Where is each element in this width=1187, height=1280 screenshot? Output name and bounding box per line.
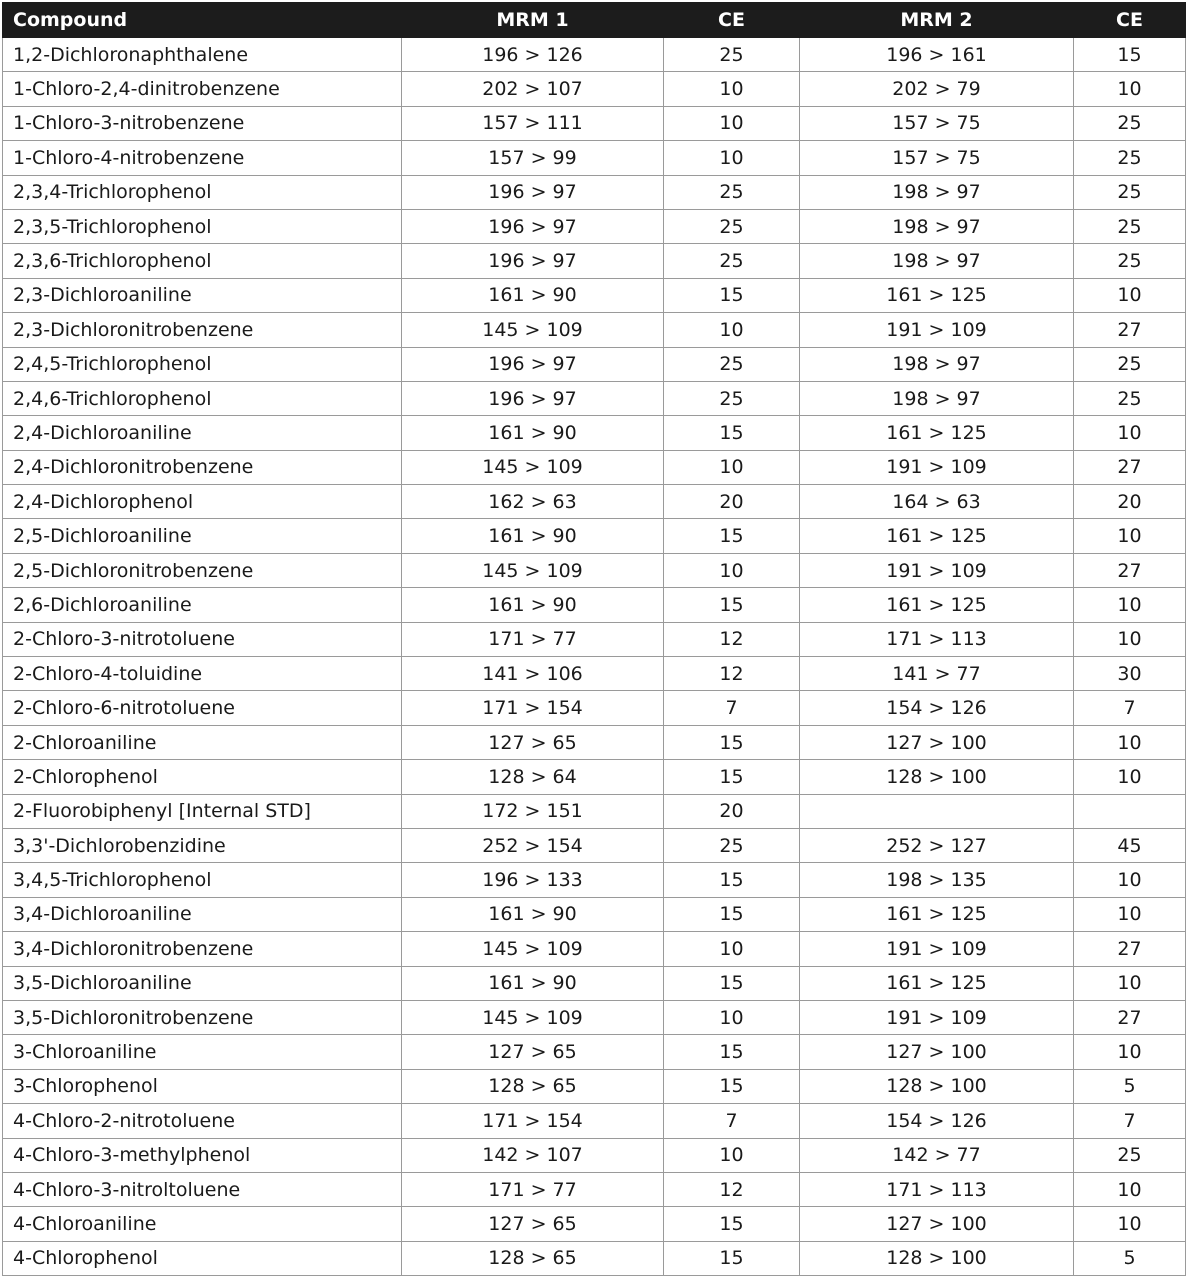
ce2-cell: 10 [1074,416,1186,450]
mrm1-cell: 127 > 65 [402,1035,664,1069]
mrm1-cell: 171 > 77 [402,622,664,656]
mrm1-cell: 145 > 109 [402,553,664,587]
table-row [3,828,1186,862]
header-ce1: CE [664,3,800,38]
ce1-cell: 12 [664,657,800,691]
ce1-cell: 25 [664,828,800,862]
compound-cell: 3-Chloroaniline [3,1035,402,1069]
compound-cell: 2,3,4-Trichlorophenol [3,175,402,209]
mrm1-cell: 127 > 65 [402,725,664,759]
table-row [3,897,1186,931]
mrm1-cell: 161 > 90 [402,278,664,312]
mrm2-cell: 127 > 100 [800,1207,1074,1241]
compound-cell: 2,4-Dichloronitrobenzene [3,450,402,484]
mrm2-cell: 161 > 125 [800,416,1074,450]
compound-cell: 4-Chloro-3-nitroltoluene [3,1172,402,1206]
table-row [3,519,1186,553]
ce1-cell: 12 [664,1172,800,1206]
mrm1-cell: 202 > 107 [402,72,664,106]
ce1-cell: 25 [664,244,800,278]
ce1-cell: 10 [664,932,800,966]
mrm-table-container [2,2,1185,1276]
ce1-cell: 25 [664,38,800,72]
mrm1-cell: 196 > 97 [402,347,664,381]
compound-cell: 2,3-Dichloroaniline [3,278,402,312]
mrm2-cell: 154 > 126 [800,691,1074,725]
ce1-cell: 15 [664,760,800,794]
table-row [3,485,1186,519]
mrm1-cell: 196 > 133 [402,863,664,897]
compound-cell: 3,4-Dichloronitrobenzene [3,932,402,966]
compound-cell: 4-Chloro-2-nitrotoluene [3,1104,402,1138]
mrm2-cell: 198 > 97 [800,244,1074,278]
header-row [3,3,1186,38]
mrm1-cell: 145 > 109 [402,1000,664,1034]
mrm1-cell: 157 > 99 [402,141,664,175]
table-header [3,3,1186,38]
ce1-cell: 15 [664,1069,800,1103]
table-row [3,1172,1186,1206]
ce1-cell: 10 [664,553,800,587]
mrm2-cell: 171 > 113 [800,1172,1074,1206]
compound-cell: 2-Chloroaniline [3,725,402,759]
ce1-cell: 15 [664,1035,800,1069]
mrm2-cell: 198 > 97 [800,381,1074,415]
compound-cell: 3,5-Dichloronitrobenzene [3,1000,402,1034]
table-row [3,209,1186,243]
mrm2-cell [800,794,1074,828]
mrm2-cell: 198 > 135 [800,863,1074,897]
mrm2-cell: 154 > 126 [800,1104,1074,1138]
ce2-cell [1074,794,1186,828]
mrm1-cell: 161 > 90 [402,966,664,1000]
ce2-cell: 15 [1074,38,1186,72]
mrm2-cell: 128 > 100 [800,1241,1074,1275]
ce2-cell: 27 [1074,450,1186,484]
mrm2-cell: 252 > 127 [800,828,1074,862]
ce2-cell: 10 [1074,897,1186,931]
compound-cell: 4-Chloroaniline [3,1207,402,1241]
ce2-cell: 5 [1074,1069,1186,1103]
table-row [3,313,1186,347]
mrm2-cell: 164 > 63 [800,485,1074,519]
compound-cell: 2,4-Dichloroaniline [3,416,402,450]
table-row [3,1104,1186,1138]
table-row [3,657,1186,691]
ce2-cell: 27 [1074,313,1186,347]
ce2-cell: 30 [1074,657,1186,691]
ce1-cell: 25 [664,381,800,415]
header-compound: Compound [3,3,402,38]
ce2-cell: 10 [1074,863,1186,897]
table-row [3,760,1186,794]
ce2-cell: 25 [1074,244,1186,278]
mrm1-cell: 171 > 154 [402,1104,664,1138]
ce2-cell: 10 [1074,760,1186,794]
compound-cell: 2,4-Dichlorophenol [3,485,402,519]
table-row [3,244,1186,278]
ce2-cell: 10 [1074,278,1186,312]
header-ce2: CE [1074,3,1186,38]
mrm2-cell: 191 > 109 [800,553,1074,587]
mrm1-cell: 145 > 109 [402,313,664,347]
ce1-cell: 15 [664,278,800,312]
ce1-cell: 10 [664,1000,800,1034]
table-row [3,347,1186,381]
table-row [3,106,1186,140]
table-row [3,1241,1186,1275]
mrm2-cell: 128 > 100 [800,1069,1074,1103]
ce1-cell: 15 [664,966,800,1000]
mrm2-cell: 191 > 109 [800,932,1074,966]
ce2-cell: 27 [1074,1000,1186,1034]
table-row [3,622,1186,656]
ce2-cell: 10 [1074,966,1186,1000]
table-row [3,381,1186,415]
table-row [3,691,1186,725]
mrm2-cell: 198 > 97 [800,175,1074,209]
mrm2-cell: 191 > 109 [800,1000,1074,1034]
compound-cell: 2,4,6-Trichlorophenol [3,381,402,415]
compound-cell: 1,2-Dichloronaphthalene [3,38,402,72]
mrm1-cell: 171 > 154 [402,691,664,725]
mrm1-cell: 141 > 106 [402,657,664,691]
mrm1-cell: 161 > 90 [402,519,664,553]
mrm1-cell: 252 > 154 [402,828,664,862]
ce2-cell: 25 [1074,175,1186,209]
mrm2-cell: 142 > 77 [800,1138,1074,1172]
ce2-cell: 25 [1074,106,1186,140]
mrm2-cell: 198 > 97 [800,209,1074,243]
mrm1-cell: 196 > 126 [402,38,664,72]
table-row [3,588,1186,622]
ce1-cell: 12 [664,622,800,656]
ce1-cell: 7 [664,1104,800,1138]
mrm2-cell: 171 > 113 [800,622,1074,656]
ce1-cell: 20 [664,485,800,519]
header-mrm2: MRM 2 [800,3,1074,38]
mrm1-cell: 161 > 90 [402,416,664,450]
table-row [3,932,1186,966]
table-row [3,1207,1186,1241]
mrm1-cell: 161 > 90 [402,588,664,622]
mrm2-cell: 128 > 100 [800,760,1074,794]
table-row [3,1000,1186,1034]
mrm1-cell: 142 > 107 [402,1138,664,1172]
header-mrm1: MRM 1 [402,3,664,38]
ce2-cell: 27 [1074,553,1186,587]
table-row [3,450,1186,484]
ce1-cell: 15 [664,1241,800,1275]
table-body [3,38,1186,1276]
compound-cell: 3-Chlorophenol [3,1069,402,1103]
mrm2-cell: 127 > 100 [800,1035,1074,1069]
ce1-cell: 15 [664,725,800,759]
compound-cell: 2,3,5-Trichlorophenol [3,209,402,243]
ce1-cell: 25 [664,209,800,243]
table-row [3,1069,1186,1103]
table-row [3,38,1186,72]
compound-cell: 2,3,6-Trichlorophenol [3,244,402,278]
mrm2-cell: 196 > 161 [800,38,1074,72]
compound-cell: 1-Chloro-4-nitrobenzene [3,141,402,175]
table-row [3,278,1186,312]
mrm2-cell: 161 > 125 [800,966,1074,1000]
ce2-cell: 10 [1074,1172,1186,1206]
ce1-cell: 15 [664,519,800,553]
mrm1-cell: 172 > 151 [402,794,664,828]
mrm2-cell: 202 > 79 [800,72,1074,106]
ce1-cell: 10 [664,450,800,484]
ce2-cell: 10 [1074,1207,1186,1241]
mrm2-cell: 191 > 109 [800,450,1074,484]
table-row [3,966,1186,1000]
mrm1-cell: 171 > 77 [402,1172,664,1206]
ce2-cell: 10 [1074,588,1186,622]
ce1-cell: 15 [664,1207,800,1241]
table-row [3,553,1186,587]
mrm1-cell: 145 > 109 [402,932,664,966]
ce1-cell: 15 [664,863,800,897]
compound-cell: 1-Chloro-2,4-dinitrobenzene [3,72,402,106]
mrm1-cell: 196 > 97 [402,244,664,278]
compound-cell: 2,3-Dichloronitrobenzene [3,313,402,347]
ce2-cell: 10 [1074,725,1186,759]
mrm1-cell: 157 > 111 [402,106,664,140]
ce2-cell: 25 [1074,141,1186,175]
compound-cell: 2-Chloro-6-nitrotoluene [3,691,402,725]
compound-cell: 2-Fluorobiphenyl [Internal STD] [3,794,402,828]
mrm1-cell: 161 > 90 [402,897,664,931]
table-row [3,141,1186,175]
ce2-cell: 25 [1074,347,1186,381]
compound-cell: 2-Chloro-4-toluidine [3,657,402,691]
table-row [3,863,1186,897]
ce2-cell: 7 [1074,691,1186,725]
mrm2-cell: 191 > 109 [800,313,1074,347]
mrm2-cell: 161 > 125 [800,278,1074,312]
ce1-cell: 10 [664,72,800,106]
mrm2-cell: 157 > 75 [800,141,1074,175]
ce1-cell: 20 [664,794,800,828]
ce2-cell: 27 [1074,932,1186,966]
ce1-cell: 15 [664,588,800,622]
table-row [3,1138,1186,1172]
ce1-cell: 15 [664,897,800,931]
compound-cell: 2,5-Dichloronitrobenzene [3,553,402,587]
ce1-cell: 10 [664,313,800,347]
mrm2-cell: 157 > 75 [800,106,1074,140]
ce1-cell: 10 [664,1138,800,1172]
compound-cell: 3,4-Dichloroaniline [3,897,402,931]
table-row [3,416,1186,450]
table-row [3,794,1186,828]
compound-cell: 4-Chlorophenol [3,1241,402,1275]
ce2-cell: 5 [1074,1241,1186,1275]
ce2-cell: 10 [1074,622,1186,656]
mrm1-cell: 128 > 65 [402,1069,664,1103]
mrm1-cell: 196 > 97 [402,381,664,415]
compound-cell: 2-Chlorophenol [3,760,402,794]
mrm1-cell: 162 > 63 [402,485,664,519]
ce2-cell: 45 [1074,828,1186,862]
mrm1-cell: 128 > 65 [402,1241,664,1275]
compound-cell: 1-Chloro-3-nitrobenzene [3,106,402,140]
mrm1-cell: 145 > 109 [402,450,664,484]
ce1-cell: 7 [664,691,800,725]
ce2-cell: 10 [1074,519,1186,553]
mrm1-cell: 196 > 97 [402,175,664,209]
mrm-table [2,2,1186,1276]
ce2-cell: 10 [1074,1035,1186,1069]
ce2-cell: 20 [1074,485,1186,519]
compound-cell: 3,4,5-Trichlorophenol [3,863,402,897]
compound-cell: 2-Chloro-3-nitrotoluene [3,622,402,656]
ce2-cell: 25 [1074,1138,1186,1172]
ce2-cell: 10 [1074,72,1186,106]
ce2-cell: 25 [1074,209,1186,243]
compound-cell: 2,5-Dichloroaniline [3,519,402,553]
compound-cell: 2,4,5-Trichlorophenol [3,347,402,381]
mrm2-cell: 141 > 77 [800,657,1074,691]
ce1-cell: 25 [664,347,800,381]
mrm2-cell: 161 > 125 [800,897,1074,931]
mrm1-cell: 196 > 97 [402,209,664,243]
compound-cell: 3,5-Dichloroaniline [3,966,402,1000]
compound-cell: 2,6-Dichloroaniline [3,588,402,622]
ce2-cell: 25 [1074,381,1186,415]
ce1-cell: 10 [664,141,800,175]
mrm2-cell: 161 > 125 [800,588,1074,622]
mrm1-cell: 128 > 64 [402,760,664,794]
mrm2-cell: 161 > 125 [800,519,1074,553]
compound-cell: 4-Chloro-3-methylphenol [3,1138,402,1172]
mrm2-cell: 127 > 100 [800,725,1074,759]
mrm1-cell: 127 > 65 [402,1207,664,1241]
ce1-cell: 10 [664,106,800,140]
compound-cell: 3,3'-Dichlorobenzidine [3,828,402,862]
table-row [3,175,1186,209]
mrm2-cell: 198 > 97 [800,347,1074,381]
table-row [3,72,1186,106]
ce1-cell: 15 [664,416,800,450]
ce1-cell: 25 [664,175,800,209]
ce2-cell: 7 [1074,1104,1186,1138]
table-row [3,725,1186,759]
table-row [3,1035,1186,1069]
